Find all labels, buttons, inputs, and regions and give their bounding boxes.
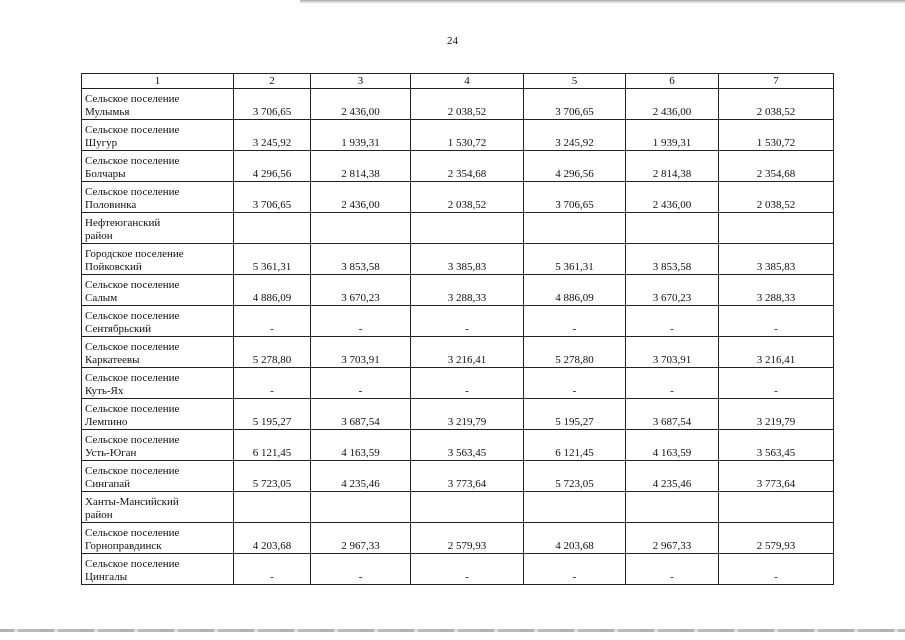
value-cell: 3 703,91 [626,337,719,368]
table-row [82,89,834,120]
table-row [82,275,834,306]
value-cell: 3 687,54 [311,399,411,430]
value-cell: - [411,554,524,585]
value-cell [626,492,719,523]
settlement-name-cell: Городское поселение Пойковский [82,244,234,275]
value-cell: 3 687,54 [626,399,719,430]
value-cell: 3 670,23 [311,275,411,306]
value-cell [234,213,311,244]
table-row [82,151,834,182]
page-number: 24 [447,35,458,47]
settlement-name-cell: Сельское поселение Болчары [82,151,234,182]
value-cell: - [234,554,311,585]
value-cell: - [524,368,626,399]
table-row [82,399,834,430]
value-cell: 2 436,00 [311,182,411,213]
value-cell: 3 703,91 [311,337,411,368]
value-cell: 3 385,83 [719,244,834,275]
settlement-name-cell: Сельское поселение Салым [82,275,234,306]
value-cell: - [626,368,719,399]
table-row [82,368,834,399]
value-cell: - [411,368,524,399]
value-cell: 2 436,00 [626,182,719,213]
value-cell [524,213,626,244]
value-cell: 2 814,38 [311,151,411,182]
value-cell: 5 723,05 [524,461,626,492]
table-row [82,182,834,213]
value-cell: 3 773,64 [411,461,524,492]
value-cell: 3 563,45 [411,430,524,461]
column-header: 4 [411,74,524,89]
value-cell: 5 278,80 [234,337,311,368]
value-cell: 1 939,31 [311,120,411,151]
value-cell: - [311,368,411,399]
value-cell: 3 706,65 [524,89,626,120]
value-cell: 5 195,27 [524,399,626,430]
settlement-name-cell: Сельское поселение Горноправдинск [82,523,234,554]
table-row [82,492,834,523]
column-header: 2 [234,74,311,89]
value-cell [524,492,626,523]
value-cell: - [719,306,834,337]
value-cell [234,492,311,523]
scan-edge-top [300,0,905,4]
value-cell: - [234,306,311,337]
settlement-name-cell: Сельское поселение Половинка [82,182,234,213]
value-cell: 2 579,93 [719,523,834,554]
table-row [82,554,834,585]
value-cell [719,492,834,523]
value-cell: 4 203,68 [524,523,626,554]
value-cell: 2 967,33 [311,523,411,554]
value-cell: 1 939,31 [626,120,719,151]
value-cell: 3 706,65 [524,182,626,213]
value-cell: 3 219,79 [411,399,524,430]
value-cell: 3 219,79 [719,399,834,430]
value-cell: - [311,554,411,585]
value-cell [411,213,524,244]
value-cell: - [626,554,719,585]
table-body [82,74,834,585]
value-cell [719,213,834,244]
value-cell: - [524,306,626,337]
table-row [82,306,834,337]
column-header: 5 [524,74,626,89]
value-cell: 2 038,52 [411,89,524,120]
table-row [82,430,834,461]
table-row [82,523,834,554]
settlement-name-cell: Сельское поселение Мулымья [82,89,234,120]
settlement-name-cell: Сельское поселение Куть-Ях [82,368,234,399]
value-cell: 2 038,52 [719,182,834,213]
column-header: 6 [626,74,719,89]
value-cell: 5 723,05 [234,461,311,492]
value-cell: 3 216,41 [719,337,834,368]
value-cell: 3 288,33 [411,275,524,306]
value-cell: - [411,306,524,337]
value-cell: 3 853,58 [311,244,411,275]
value-cell [311,492,411,523]
settlement-name-cell: Сельское поселение Сингапай [82,461,234,492]
value-cell: 2 038,52 [411,182,524,213]
value-cell: 3 853,58 [626,244,719,275]
value-cell: - [719,368,834,399]
value-cell: - [626,306,719,337]
column-header: 1 [82,74,234,89]
value-cell: 4 296,56 [524,151,626,182]
value-cell: 6 121,45 [234,430,311,461]
value-cell: 2 354,68 [719,151,834,182]
settlement-name-cell: Сельское поселение Лемпино [82,399,234,430]
value-cell: - [719,554,834,585]
value-cell: 3 773,64 [719,461,834,492]
value-cell: 3 670,23 [626,275,719,306]
value-cell: 3 288,33 [719,275,834,306]
value-cell: - [524,554,626,585]
value-cell: 1 530,72 [411,120,524,151]
table-row [82,120,834,151]
settlement-name-cell: Сельское поселение Цингалы [82,554,234,585]
value-cell [626,213,719,244]
table-header-row [82,74,834,89]
value-cell: 5 361,31 [234,244,311,275]
settlement-name-cell: Ханты-Мансийский район [82,492,234,523]
value-cell: - [234,368,311,399]
settlement-name-cell: Сельское поселение Усть-Юган [82,430,234,461]
value-cell: 3 245,92 [524,120,626,151]
settlement-name-cell: Сельское поселение Сентябрьский [82,306,234,337]
table-row [82,461,834,492]
value-cell: 4 235,46 [311,461,411,492]
value-cell: 3 563,45 [719,430,834,461]
tariff-table [81,73,834,585]
column-header: 3 [311,74,411,89]
value-cell [411,492,524,523]
value-cell: 6 121,45 [524,430,626,461]
value-cell: 4 203,68 [234,523,311,554]
value-cell: 3 385,83 [411,244,524,275]
value-cell: 1 530,72 [719,120,834,151]
value-cell: 2 814,38 [626,151,719,182]
table-row [82,244,834,275]
value-cell: 2 579,93 [411,523,524,554]
settlement-name-cell: Сельское поселение Шугур [82,120,234,151]
value-cell: 4 163,59 [626,430,719,461]
value-cell: 4 235,46 [626,461,719,492]
value-cell: 2 436,00 [626,89,719,120]
value-cell: - [311,306,411,337]
value-cell: 4 886,09 [234,275,311,306]
settlement-name-cell: Нефтеюганский район [82,213,234,244]
scan-edge-bottom [0,629,905,632]
value-cell [311,213,411,244]
value-cell: 3 245,92 [234,120,311,151]
value-cell: 2 436,00 [311,89,411,120]
value-cell: 3 706,65 [234,182,311,213]
value-cell: 5 195,27 [234,399,311,430]
value-cell: 4 886,09 [524,275,626,306]
value-cell: 5 278,80 [524,337,626,368]
value-cell: 3 216,41 [411,337,524,368]
value-cell: 2 038,52 [719,89,834,120]
value-cell: 3 706,65 [234,89,311,120]
value-cell: 4 163,59 [311,430,411,461]
table-row [82,213,834,244]
value-cell: 2 354,68 [411,151,524,182]
column-header: 7 [719,74,834,89]
value-cell: 4 296,56 [234,151,311,182]
value-cell: 2 967,33 [626,523,719,554]
value-cell: 5 361,31 [524,244,626,275]
settlement-name-cell: Сельское поселение Каркатеевы [82,337,234,368]
table-row [82,337,834,368]
